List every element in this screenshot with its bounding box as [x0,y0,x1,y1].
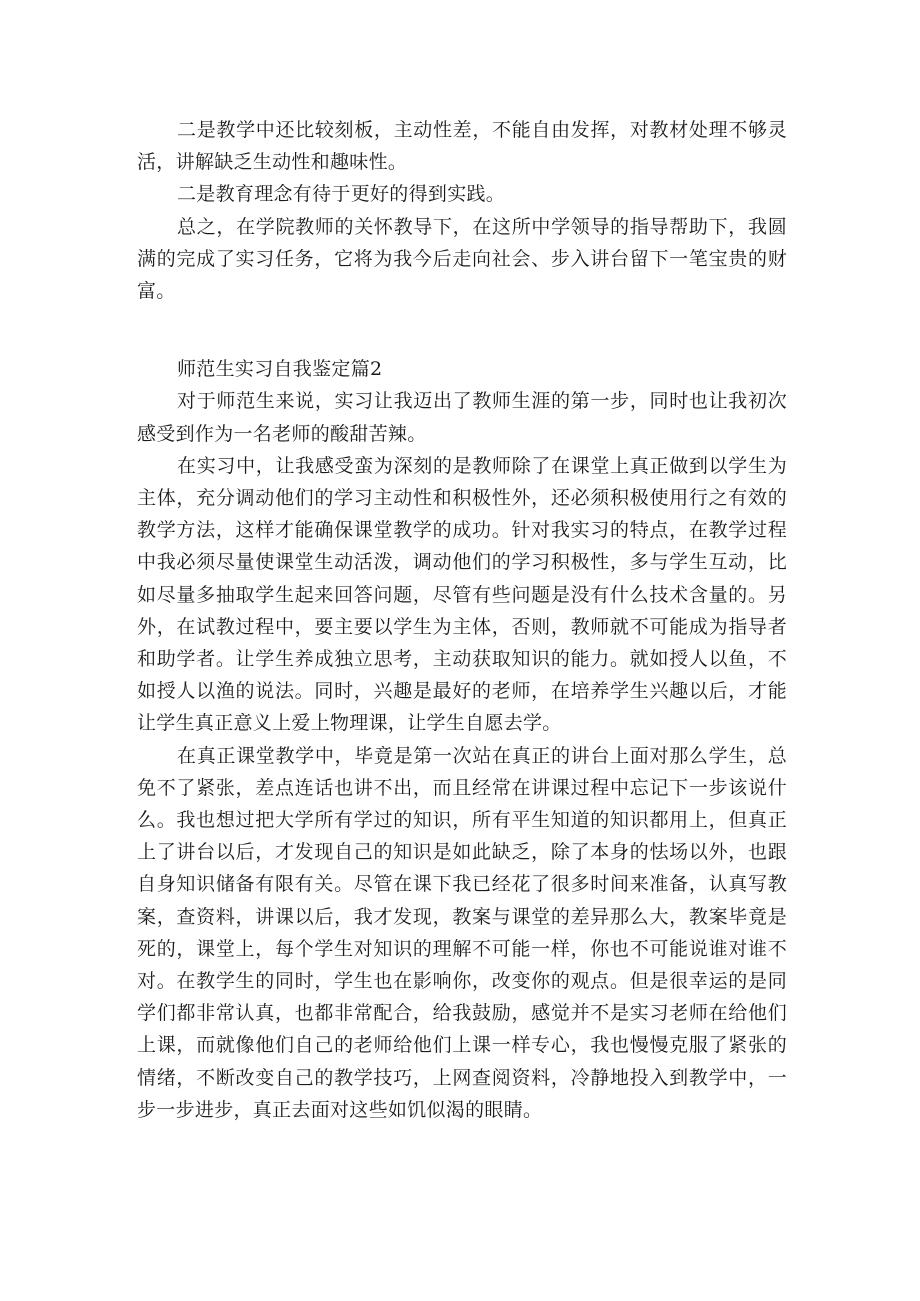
paragraph-intro: 对于师范生来说，实习让我迈出了教师生涯的第一步，同时也让我初次感受到作为一名老师的酸甜苦辣。 [137,390,787,445]
paragraph-shortcoming-2: 二是教学中还比较刻板，主动性差，不能自由发挥，对教材处理不够灵活，讲解缺乏生动性和趣味性。 [137,119,787,174]
paragraph-classroom-experience: 在真正课堂教学中，毕竟是第一次站在真正的讲台上面对那么学生，总免不了紧张，差点连话也讲不出，而且经常在讲课过程中忘记下一步该说什么。我也想过把大学所有学过的知识，所有平生知道的知识都用上，但真正上了讲台以后，才发现自己的知识是如此缺乏，除了本身的怯场以外，也跟自身知识储备有限有关。尽管在课下我已经花了很多时间来准备，认真写教案，查资料，讲课以后，我才发现，教案与课堂的差异那么大，教案毕竟是死的，课堂上，每个学生对知识的理解不可能一样，你也不可能说谁对谁不对。在教学生的同时，学生也在影响你，改变你的观点。但是很幸运的是同学们都非常认真，也都非常配合，给我鼓励，感觉并不是实习老师在给他们上课，而就像他们自己的老师给他们上课一样专心，我也慢慢克服了紧张的情绪，不断改变自己的教学技巧，上网查阅资料，冷静地投入到教学中，一步一步进步，真正去面对这些如饥似渴的眼睛。 [137,744,787,1121]
document-body [137,114,787,1126]
section-title: 师范生实习自我鉴定篇2 [177,358,383,381]
paragraph-conclusion: 总之，在学院教师的关怀教导下，在这所中学领导的指导帮助下，我圆满的完成了实习任务，它将为我今后走向社会、步入讲台留下一笔宝贵的财富。 [137,215,787,303]
paragraph-teaching-methods: 在实习中，让我感受蛮为深刻的是教师除了在课堂上真正做到以学生为主体，充分调动他们的学习主动性和积极性外，还必须积极使用行之有效的教学方法，这样才能确保课堂教学的成功。针对我实习的特点，在教学过程中我必须尽量使课堂生动活泼，调动他们的学习积极性，多与学生互动，比如尽量多抽取学生起来回答问题，尽管有些问题是没有什么技术含量的。另外，在试教过程中，要主要以学生为主体，否则，教师就不可能成为指导者和助学者。让学生养成独立思考，主动获取知识的能力。就如授人以鱼，不如授人以渔的说法。同时，兴趣是最好的老师，在培养学生兴趣以后，才能让学生真正意义上爱上物理课，让学生自愿去学。 [137,454,787,735]
paragraph-shortcoming-3: 二是教育理念有待于更好的得到实践。 [177,183,506,206]
